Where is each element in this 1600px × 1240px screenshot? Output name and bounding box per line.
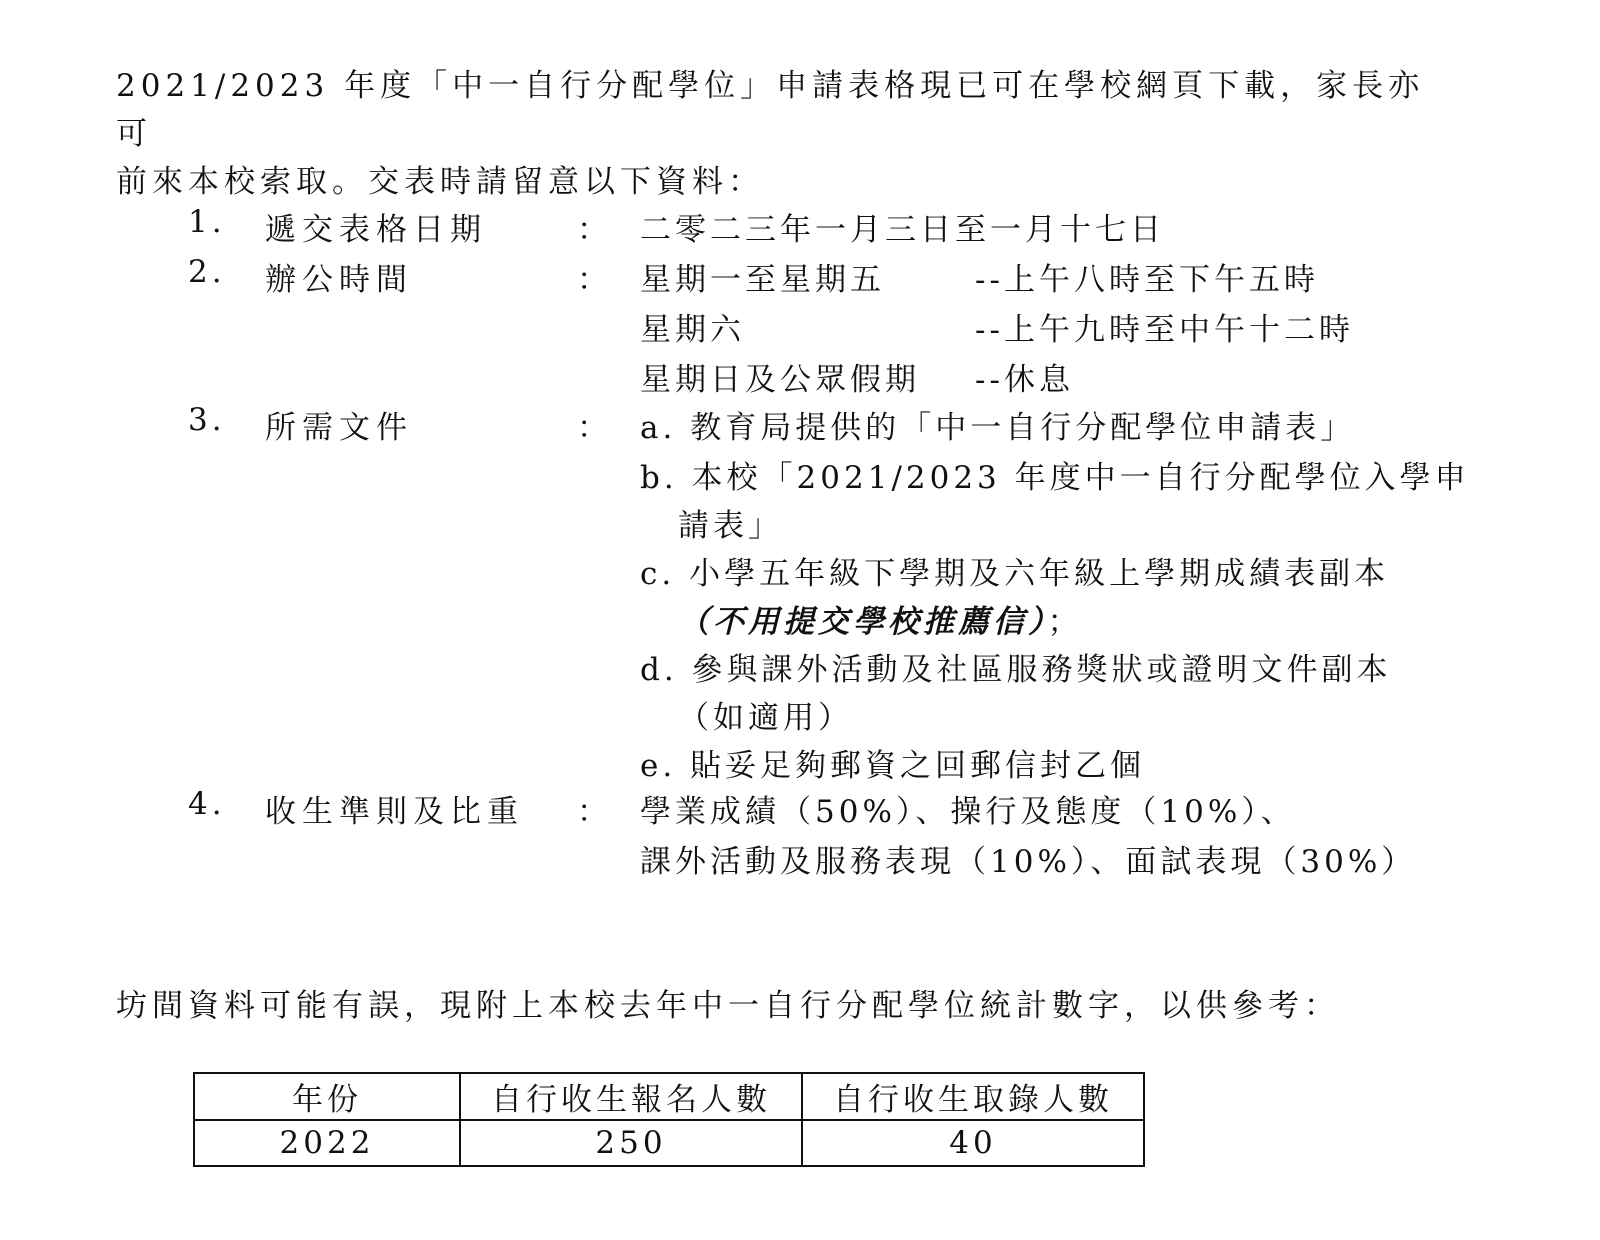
intro-line-1: 2021/2023 年度「中一自行分配學位」申請表格現已可在學校網頁下載，家長亦可 bbox=[116, 68, 1425, 152]
office-days: 星期一至星期五 bbox=[640, 262, 885, 298]
item-colon: ： bbox=[577, 410, 612, 446]
item-value: 二零二三年一月三日至一月十七日 bbox=[640, 212, 1165, 248]
criteria-line-1: 學業成績（50%）、操行及態度（10%）、 bbox=[640, 794, 1296, 830]
table-cell-year: 2022 bbox=[194, 1120, 460, 1166]
item-label: 所需文件 bbox=[265, 410, 413, 446]
office-hours: --休息 bbox=[975, 362, 1074, 398]
statistics-intro: 坊間資料可能有誤，現附上本校去年中一自行分配學位統計數字，以供參考： bbox=[116, 988, 1340, 1024]
item-number: 4. bbox=[188, 786, 226, 822]
item-label: 收生準則及比重 bbox=[265, 794, 524, 830]
office-hours: --上午九時至中午十二時 bbox=[975, 312, 1354, 348]
item-colon: ： bbox=[577, 262, 612, 298]
office-hours: --上午八時至下午五時 bbox=[975, 262, 1319, 298]
statistics-table bbox=[193, 1072, 1145, 1167]
item-colon: ： bbox=[577, 794, 612, 830]
item-label: 辦公時間 bbox=[265, 262, 413, 298]
document-d-line-1: d. 參與課外活動及社區服務獎狀或證明文件副本 bbox=[640, 652, 1392, 688]
table-cell-applicants: 250 bbox=[460, 1120, 802, 1166]
criteria-line-2: 課外活動及服務表現（10%）、面試表現（30%） bbox=[640, 844, 1417, 880]
item-number: 3. bbox=[188, 402, 226, 438]
office-days: 星期日及公眾假期 bbox=[640, 362, 920, 398]
table-header-cell: 自行收生取錄人數 bbox=[802, 1073, 1144, 1120]
document-c-end: ； bbox=[1047, 604, 1083, 640]
document-e: e. 貼妥足夠郵資之回郵信封乙個 bbox=[640, 748, 1146, 784]
document-d-line-2: （如適用） bbox=[678, 700, 853, 736]
document-c-emphasis: （不用提交學校推薦信） bbox=[678, 604, 1048, 640]
item-colon: ： bbox=[577, 212, 612, 248]
office-days: 星期六 bbox=[640, 312, 745, 348]
table-cell-admitted: 40 bbox=[802, 1120, 1144, 1166]
table-header-cell: 自行收生報名人數 bbox=[460, 1073, 802, 1120]
document-b-line-1: b. 本校「2021/2023 年度中一自行分配學位入學申 bbox=[640, 460, 1470, 496]
document-a: a. 教育局提供的「中一自行分配學位申請表」 bbox=[640, 410, 1356, 446]
document-c-line-2 bbox=[678, 596, 1083, 641]
table-row bbox=[194, 1120, 1144, 1166]
item-number: 1. bbox=[188, 204, 226, 240]
intro-line-2: 前來本校索取。交表時請留意以下資料： bbox=[116, 164, 764, 200]
document-b-line-2: 請表」 bbox=[678, 508, 783, 544]
intro-paragraph bbox=[116, 62, 1456, 206]
table-header-row bbox=[194, 1073, 1144, 1120]
document-c-line-1: c. 小學五年級下學期及六年級上學期成績表副本 bbox=[640, 556, 1390, 592]
item-number: 2. bbox=[188, 254, 226, 290]
table-header-cell: 年份 bbox=[194, 1073, 460, 1120]
item-label: 遞交表格日期 bbox=[265, 212, 487, 248]
